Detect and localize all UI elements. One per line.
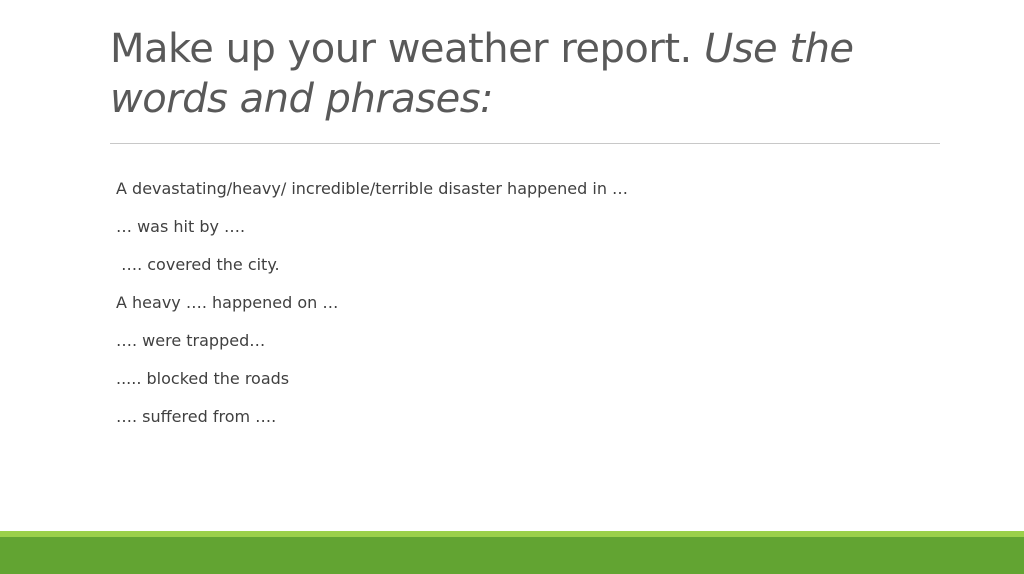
title-regular-text: Make up your weather report.	[110, 26, 704, 72]
phrase-list	[116, 170, 628, 436]
phrase-item: …. covered the city.	[116, 255, 280, 274]
phrase-item: … was hit by ….	[116, 217, 246, 236]
phrase-item: …. suffered from ….	[116, 407, 277, 426]
title-divider	[110, 143, 940, 144]
phrase-item: A devastating/heavy/ incredible/terrible disaster happened in …	[116, 179, 629, 198]
phrase-item: A heavy …. happened on …	[116, 293, 339, 312]
footer-bar	[0, 537, 1024, 574]
phrase-item: ..... blocked the roads	[116, 369, 290, 388]
slide-title	[110, 24, 930, 124]
title-italic-text: Use the words and phrases:	[110, 26, 854, 122]
phrase-item: …. were trapped…	[116, 331, 266, 350]
